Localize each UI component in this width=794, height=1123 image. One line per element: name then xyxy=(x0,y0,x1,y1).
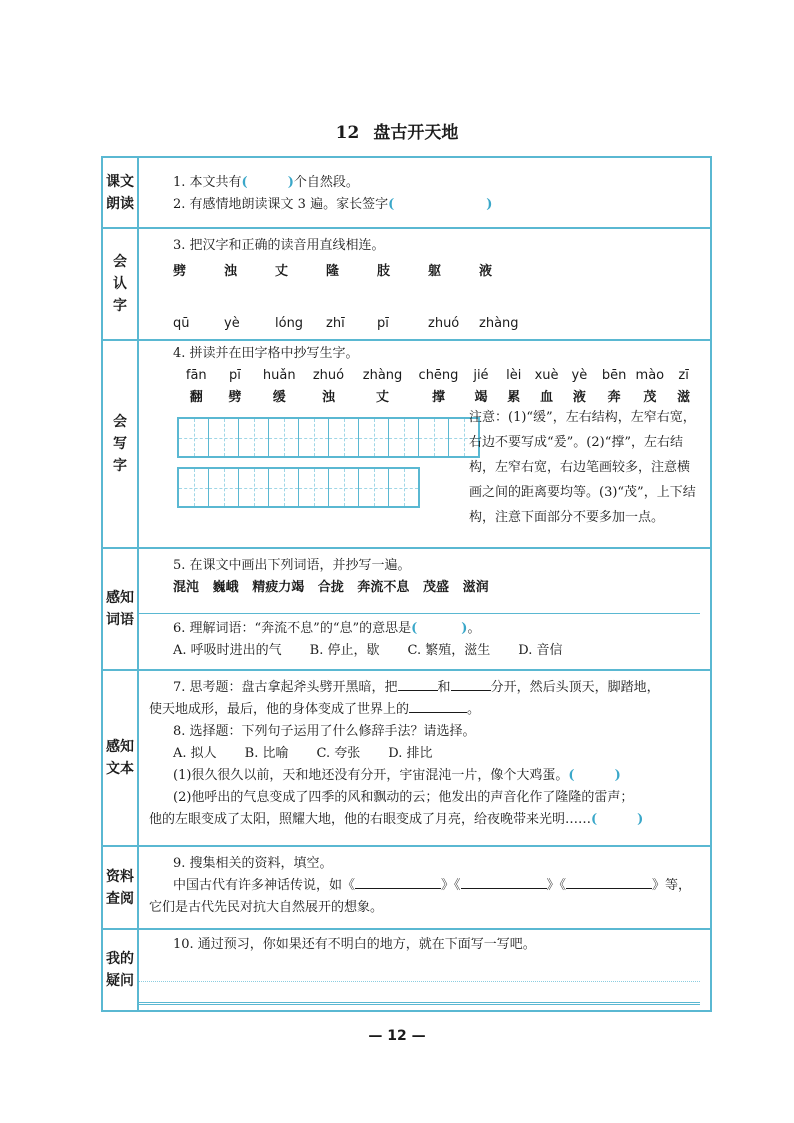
lesson-number: 12 xyxy=(335,123,360,143)
word-list: 混沌 巍峨 精疲力竭 合拢 奔流不息 茂盛 滋润 xyxy=(173,580,489,595)
section-questions xyxy=(102,929,711,1011)
question-8: 8. 选择题：下列句子运用了什么修辞手法？请选择。 xyxy=(173,724,476,739)
copy-line[interactable] xyxy=(139,599,700,614)
section-label: 会 认 字 xyxy=(102,228,138,340)
pinyin-row: fān pī huǎn zhuó zhàng chēng jié lèi xuè yè bēn mào zī xyxy=(185,368,689,383)
tianzige-grid-row-2[interactable] xyxy=(177,467,420,508)
options: A. 拟人 B. 比喻 C. 夸张 D. 排比 xyxy=(173,746,433,761)
section-write-characters xyxy=(102,340,711,548)
question-1: 1. 本文共有( )个自然段。 xyxy=(173,175,359,190)
lesson-title: 盘古开天地 xyxy=(373,123,459,143)
question-4: 4. 拼读并在田字格中抄写生字。 xyxy=(173,346,359,361)
sentence-2: (2)他呼出的气息变成了四季的风和飘动的云；他发出的声音化作了隆隆的雷声； xyxy=(173,790,634,805)
section-label: 课文 朗读 xyxy=(102,157,138,228)
writing-note: 注意：(1)“缓”，左右结构，左窄右宽，右边不要写成“爰”。(2)“撑”，左右结构，左窄右宽，右边笔画较多，注意横画之间的距离要均等。(3)“茂”，上下结构，注意下面部分不要多加一点。 xyxy=(469,410,696,525)
myth-fill-line: 中国古代有许多神话传说，如《 》《 》《 》等， xyxy=(173,878,692,893)
question-7-cont: 使天地成形，最后，他的身体变成了世界上的 。 xyxy=(149,702,481,717)
writing-line-1[interactable] xyxy=(139,980,700,982)
section-label: 感知 文本 xyxy=(102,670,138,846)
page-title xyxy=(0,118,794,143)
options: A. 呼吸时进出的气 B. 停止，歇 C. 繁殖，滋生 D. 音信 xyxy=(173,643,563,658)
section-research xyxy=(102,846,711,929)
section-vocabulary xyxy=(102,548,711,670)
pinyin-row: qū yè lóng zhī pī zhuó zhàng xyxy=(173,316,519,331)
section-label: 感知 词语 xyxy=(102,548,138,670)
question-3: 3. 把汉字和正确的读音用直线相连。 xyxy=(173,238,385,253)
character-row: 翻 劈 缓 浊 丈 撑 竭 累 血 液 奔 茂 滋 xyxy=(189,390,691,405)
section-label: 资料 查阅 xyxy=(102,846,138,929)
section-label: 我的 疑问 xyxy=(102,929,138,1011)
writing-line-2[interactable] xyxy=(139,1002,700,1005)
worksheet-table xyxy=(101,156,712,1012)
question-9: 9. 搜集相关的资料，填空。 xyxy=(173,856,333,871)
question-10: 10. 通过预习，你如果还有不明白的地方，就在下面写一写吧。 xyxy=(173,937,536,952)
page-number: — 12 — xyxy=(368,1028,426,1044)
section-reading xyxy=(102,157,711,228)
section-text xyxy=(102,670,711,846)
question-5: 5. 在课文中画出下列词语，并抄写一遍。 xyxy=(173,558,411,573)
sentence-2-cont: 他的左眼变成了太阳，照耀大地，他的右眼变成了月亮，给夜晚带来光明……( ) xyxy=(149,812,644,827)
section-recognize-characters xyxy=(102,228,711,340)
character-row: 劈 浊 丈 隆 肢 躯 液 xyxy=(173,264,493,279)
question-2: 2. 有感情地朗读课文 3 遍。家长签字( ) xyxy=(173,197,493,212)
section-label: 会 写 字 xyxy=(102,340,138,548)
tianzige-grid-row-1[interactable] xyxy=(177,417,480,458)
sentence-1: (1)很久很久以前，天和地还没有分开，宇宙混沌一片，像个大鸡蛋。( ) xyxy=(173,768,621,783)
question-6: 6. 理解词语：“奔流不息”的“息”的意思是( )。 xyxy=(173,621,481,636)
question-7: 7. 思考题：盘古拿起斧头劈开黑暗，把 和 分开，然后头顶天，脚踏地， xyxy=(173,680,660,695)
research-line-2: 它们是古代先民对抗大自然展开的想象。 xyxy=(149,900,384,915)
